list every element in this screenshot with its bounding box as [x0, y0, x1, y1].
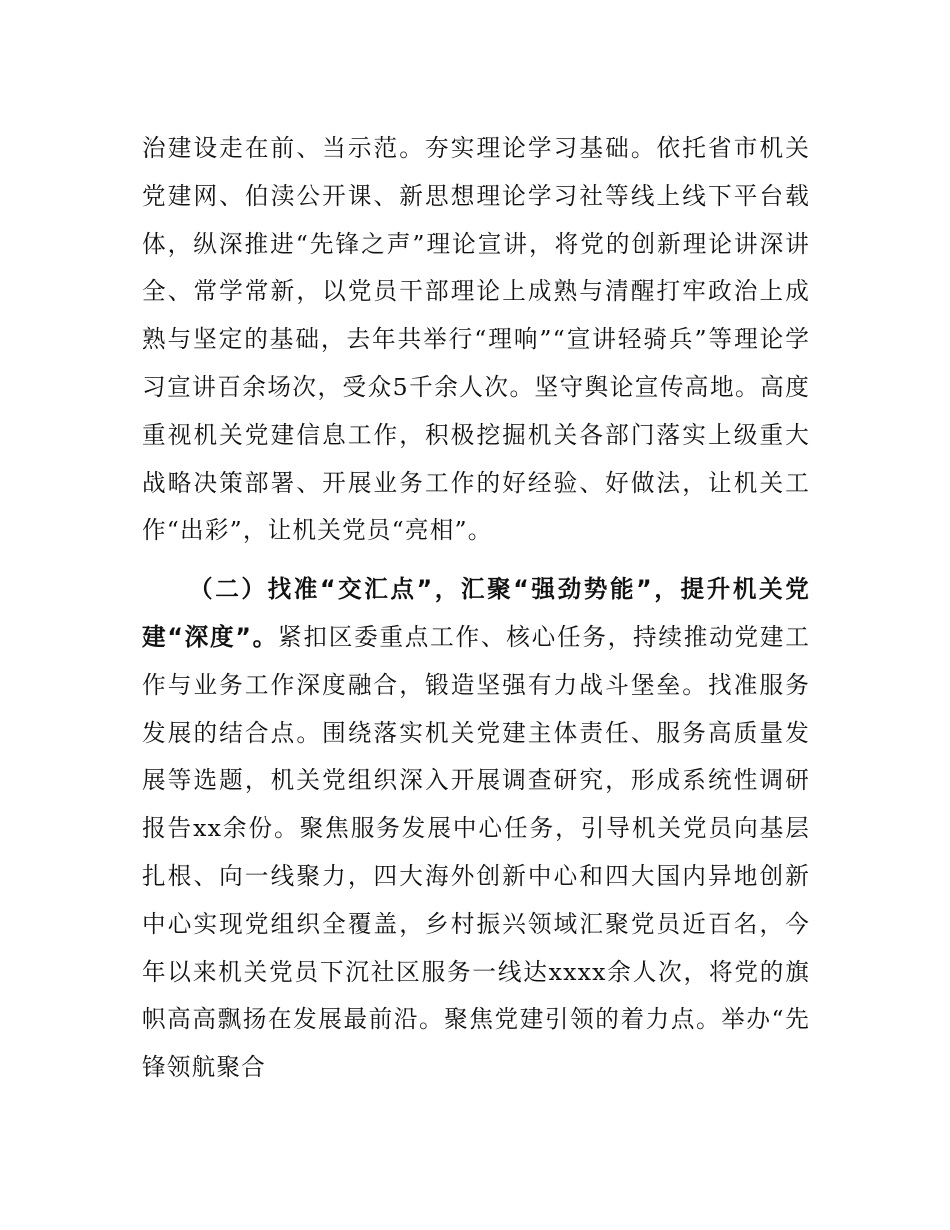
section-body: 紧扣区委重点工作、核心任务，持续推动党建工作与业务工作深度融合，锻造坚强有力战斗堡垒。找准服务发展的结合点。围绕落实机关党建主体责任、服务高质量发展等选题，机关党组织深入开展调查研究，形成系统性调研报告xx余份。聚焦服务发展中心任务，引导机关党员向基层扎根、向一线聚力，四大海外创新中心和四大国内异地创新中心实现党组织全覆盖，乡村振兴领域汇聚党员近百名，今年以来机关党员下沉社区服务一线达xxxx余人次，将党的旗帜高高飘扬在发展最前沿。聚焦党建引领的着力点。举办“先锋领航聚合 — [142, 622, 811, 1082]
paragraph-section-two — [142, 566, 810, 1092]
document-body — [142, 125, 810, 1092]
paragraph-continuation: 治建设走在前、当示范。夯实理论学习基础。依托省市机关党建网、伯渎公开课、新思想理论学习社等线上线下平台载体，纵深推进“先锋之声”理论宣讲，将党的创新理论讲深讲全、常学常新，以党员干部理论上成熟与清醒打牢政治上成熟与坚定的基础，去年共举行“理响”“宣讲轻骑兵”等理论学习宣讲百余场次，受众5千余人次。坚守舆论宣传高地。高度重视机关党建信息工作，积极挖掘机关各部门落实上级重大战略决策部署、开展业务工作的好经验、好做法，让机关工作“出彩”，让机关党员“亮相”。 — [142, 134, 810, 545]
section-heading: （二）找准“交汇点”，汇聚“强劲势能”，提升机关党建“深度”。 — [142, 575, 810, 651]
